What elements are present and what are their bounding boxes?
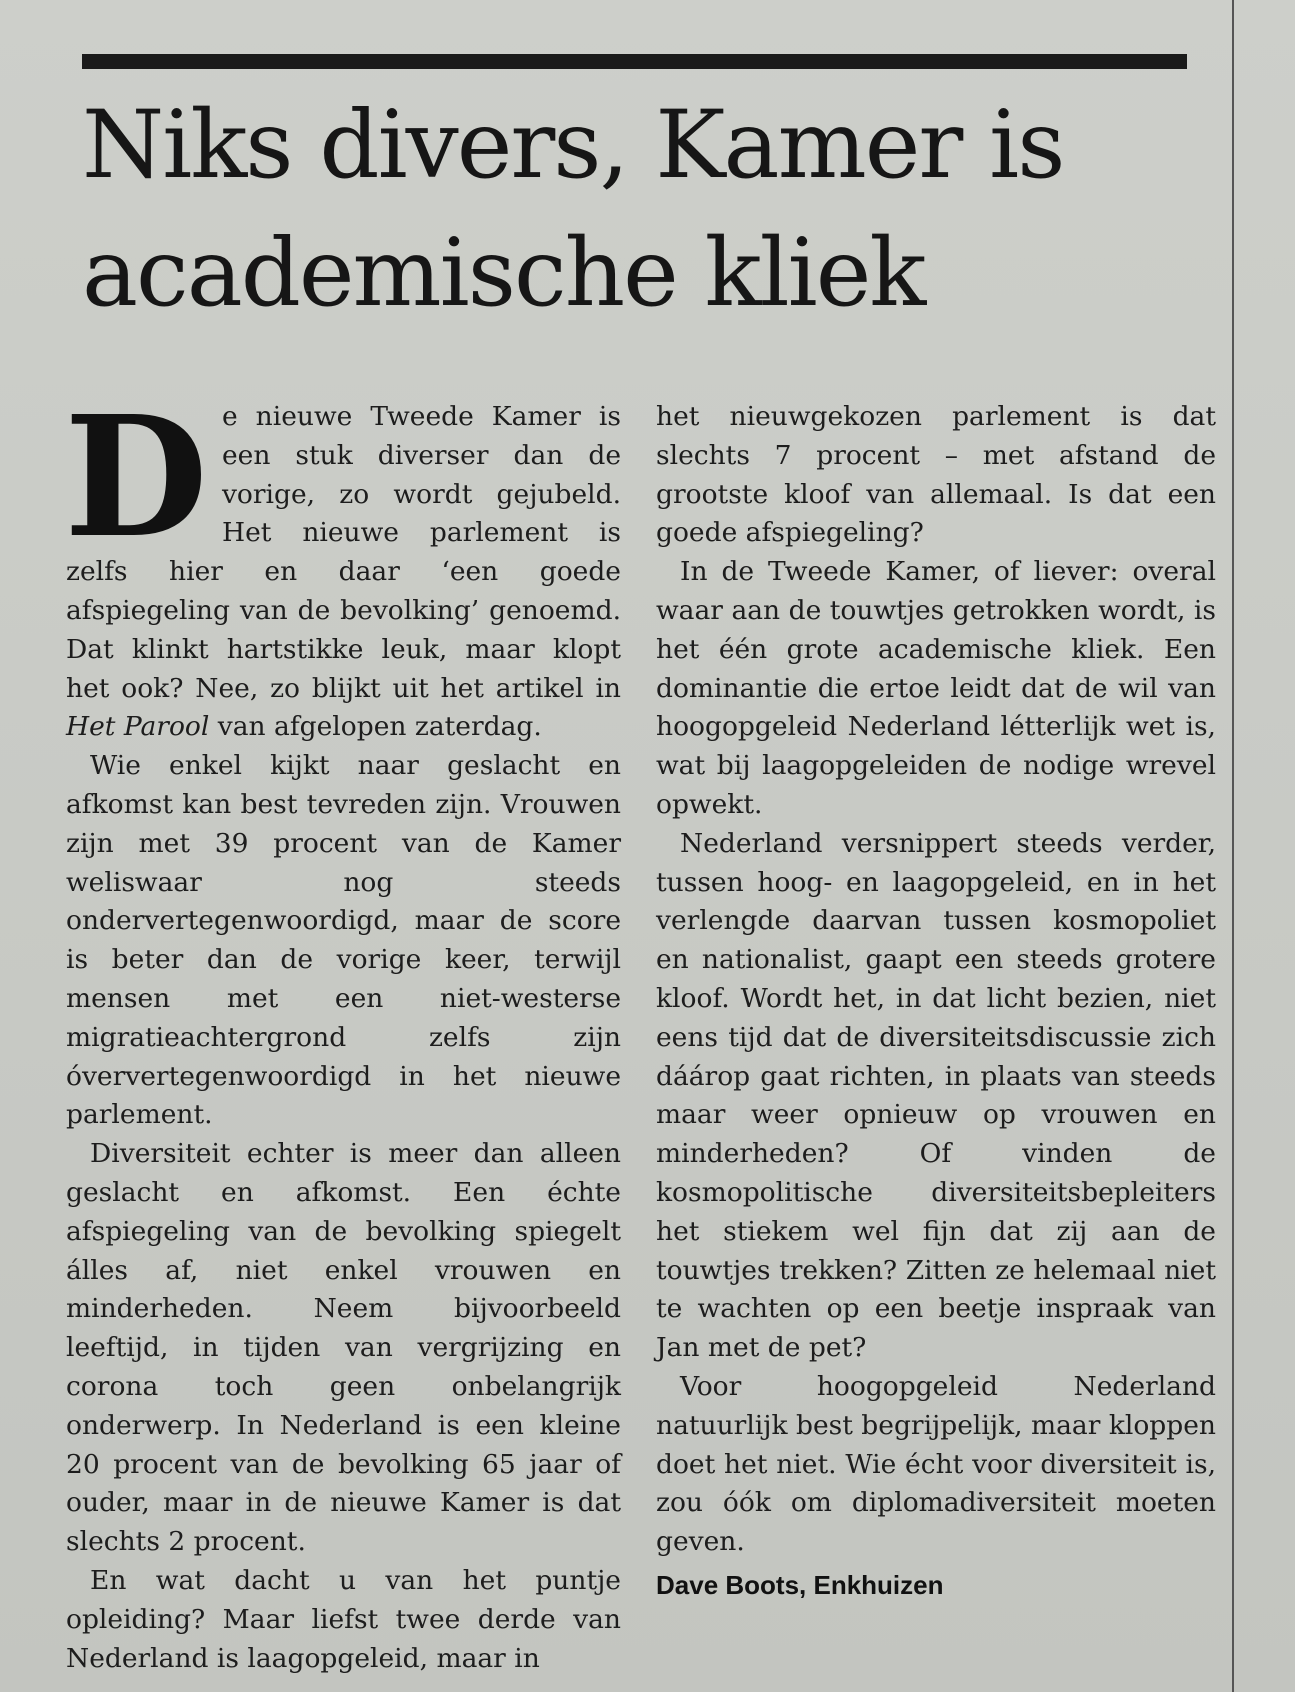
paragraph: De nieuwe Tweede Kamer is een stuk diverser dan de vorige, zo wordt gejubeld. Het nieuwe parlement is zelfs hier en daar ‘een goede afspiegeling van de bevolking’ genoemd. Dat klinkt hartstikke leuk, maar klopt het ook? Nee, zo blijkt uit het artikel in Het Parool van afgelopen zaterdag. <box>64 380 621 743</box>
paragraph: Diversiteit echter is meer dan alleen geslacht en afkomst. Een échte afspiegeling van de bevolking spiegelt álles af, niet enkel vrouwen en minderheden. Neem bijvoorbeeld leeftijd, in tijden van vergrijzing en corona toch geen onbelangrijk onderwerp. In Nederland is een kleine 20 procent van de bevolking 65 jaar of ouder, maar in de nieuwe Kamer is dat slechts 2 procent. <box>66 1138 621 1558</box>
right-column <box>656 398 1216 1605</box>
author-signature: Dave Boots, Enkhuizen <box>656 1569 944 1600</box>
drop-cap: D <box>64 380 208 575</box>
paragraph: Wie enkel kijkt naar geslacht en afkomst kan best tevreden zijn. Vrouwen zijn met 39 procent van de Kamer weliswaar nog steeds ondervertegenwoordigd, maar de score is beter dan de vorige keer, terwijl mensen met een niet-westerse migratieachtergrond zelfs zijn óververtegenwoordigd in het nieuwe parlement. <box>66 750 621 1131</box>
paragraph: En wat dacht u van het puntje opleiding? Maar liefst twee derde van Nederland is laagopgeleid, maar in <box>66 1564 621 1674</box>
paragraph: In de Tweede Kamer, of liever: overal waar aan de touwtjes getrokken wordt, is het één grote academische kliek. Een dominantie die ertoe leidt dat de wil van hoogopgeleid Nederland létterlijk wet is, wat bij laagopgeleiden de nodige wrevel opwekt. <box>656 556 1216 820</box>
paragraph: het nieuwgekozen parlement is dat slechts 7 procent – met afstand de grootste kloof van allemaal. Is dat een goede afspiegeling? <box>656 401 1216 549</box>
paragraph: Voor hoogopgeleid Nederland natuurlijk best begrijpelijk, maar kloppen doet het niet. Wie écht voor diversiteit is, zou óók om diplomadiversiteit moeten geven. <box>656 1370 1216 1558</box>
top-rule <box>82 54 1187 69</box>
left-column <box>64 380 621 1678</box>
headline: Niks divers, Kamer is academische kliek <box>82 91 1064 328</box>
column-rule <box>1232 0 1234 1692</box>
paragraph: Nederland versnippert steeds verder, tussen hoog- en laagopgeleid, en in het verlengde daarvan tussen kosmopoliet en nationalist, gaapt een steeds grotere kloof. Wordt het, in dat licht bezien, niet eens tijd dat de diversiteitsdiscussie zich dáárop gaat richten, in plaats van steeds maar weer opnieuw op vrouwen en minderheden? Of vinden de kosmopolitische diversiteitsbepleiters het stiekem wel fijn dat zij aan de touwtjes trekken? Zitten ze helemaal niet te wachten op een beetje inspraak van Jan met de pet? <box>656 827 1216 1364</box>
publication-name: Het Parool <box>66 711 210 743</box>
